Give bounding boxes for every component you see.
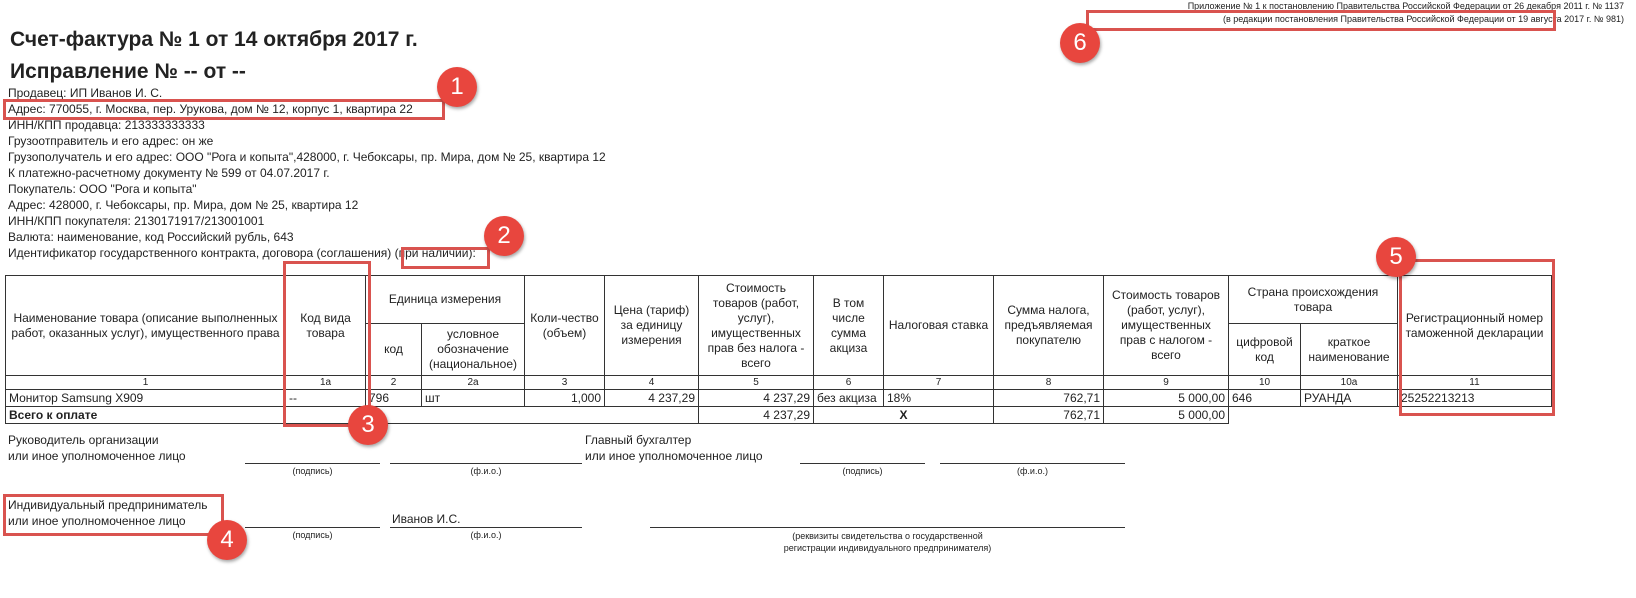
- row-cost-with-tax: 5 000,00: [1104, 390, 1229, 407]
- col-number: 5: [699, 376, 814, 390]
- row-qty: 1,000: [525, 390, 605, 407]
- total-row: [6, 407, 1552, 424]
- badge-5: 5: [1376, 237, 1416, 277]
- info-buyer-address: Адрес: 428000, г. Чебоксары, пр. Мира, дом № 25, квартира 12: [8, 198, 359, 212]
- col-number: 11: [1398, 376, 1552, 390]
- header-unit-symbol: условное обозначение (национальное): [422, 324, 525, 376]
- head-fio-line: [390, 463, 582, 464]
- col-number: 9: [1104, 376, 1229, 390]
- header-price: Цена (тариф) за единицу измерения: [605, 276, 699, 376]
- col-number: 2а: [422, 376, 525, 390]
- header-country-name: краткое наименование: [1301, 324, 1398, 376]
- info-shipper: Грузоотправитель и его адрес: он же: [8, 134, 214, 148]
- row-kind-code: --: [286, 390, 366, 407]
- info-consignee: Грузополучатель и его адрес: ООО "Рога и копыта",428000, г. Чебоксары, пр. Мира, дом № 25, квартира 12: [8, 150, 606, 164]
- info-buyer: Покупатель: ООО "Рога и копыта": [8, 182, 197, 196]
- badge-4: 4: [207, 520, 247, 560]
- accountant-fio-caption: (ф.и.о.): [1017, 466, 1048, 476]
- accountant-label-line2: или иное уполномоченное лицо: [585, 449, 763, 463]
- header-unit-code: код: [366, 324, 422, 376]
- accountant-sign-line: [800, 463, 925, 464]
- row-tax-rate: 18%: [884, 390, 994, 407]
- highlight-box-5: [1399, 259, 1555, 416]
- col-number: 3: [525, 376, 605, 390]
- appendix-line-2: (в редакции постановления Правительства Российской Федерации от 19 августа 2017 г. № 981): [1222, 14, 1624, 24]
- col-number: 4: [605, 376, 699, 390]
- info-seller: Продавец: ИП Иванов И. С.: [8, 86, 163, 100]
- head-fio-caption: (ф.и.о.): [470, 466, 502, 476]
- badge-2: 2: [484, 216, 524, 256]
- info-payment-doc: К платежно-расчетному документу № 599 от 04.07.2017 г.: [8, 166, 330, 180]
- col-number: 10: [1229, 376, 1301, 390]
- ip-sign-line: [245, 527, 380, 528]
- row-unit-code: 796: [366, 390, 422, 407]
- head-sign-caption: (подпись): [292, 466, 333, 476]
- ip-label-line2: или иное уполномоченное лицо: [8, 514, 186, 528]
- badge-3: 3: [348, 405, 388, 445]
- row-country-name: РУАНДА: [1301, 390, 1398, 407]
- accountant-fio-line: [940, 463, 1125, 464]
- header-customs: Регистрационный номер таможенной декларации: [1398, 276, 1552, 376]
- appendix-line-1: Приложение № 1 к постановлению Правительства Российской Федерации от 26 декабря 2011 г. № 1137: [1187, 1, 1624, 11]
- col-number: 10а: [1301, 376, 1398, 390]
- info-seller-inn: ИНН/КПП продавца: 213333333333: [8, 118, 205, 132]
- row-excise: без акциза: [814, 390, 884, 407]
- head-label-line1: Руководитель организации: [8, 433, 159, 447]
- total-cost-with-tax: 5 000,00: [1104, 407, 1229, 424]
- ip-name: Иванов И.С.: [392, 512, 461, 526]
- header-tax-sum: Сумма налога, предъявляемая покупателю: [994, 276, 1104, 376]
- accountant-label-line1: Главный бухгалтер: [585, 433, 692, 447]
- accountant-sign-caption: (подпись): [842, 466, 883, 476]
- info-currency: Валюта: наименование, код Российский рубль, 643: [8, 230, 294, 244]
- requisites-caption-line2: регистрации индивидуального предпринимателя): [783, 543, 992, 553]
- total-cost-no-tax: 4 237,29: [699, 407, 814, 424]
- total-label: Всего к оплате: [6, 407, 699, 424]
- header-cost-with-tax: Стоимость товаров (работ, услуг), имущественных прав с налогом - всего: [1104, 276, 1229, 376]
- invoice-title: Счет-фактура № 1 от 14 октября 2017 г.: [10, 28, 418, 51]
- highlight-box-4: [3, 494, 224, 536]
- ip-label-line1: Индивидуальный предприниматель: [8, 498, 208, 512]
- row-tax-sum: 762,71: [994, 390, 1104, 407]
- col-number: 8: [994, 376, 1104, 390]
- header-country: Страна происхождения товара: [1229, 276, 1398, 324]
- ip-fio-line: [390, 527, 582, 528]
- highlight-box-1: [3, 99, 445, 120]
- header-cost-no-tax: Стоимость товаров (работ, услуг), имущественных прав без налога - всего: [699, 276, 814, 376]
- head-label-line2: или иное уполномоченное лицо: [8, 449, 186, 463]
- header-excise: В том числе сумма акциза: [814, 276, 884, 376]
- total-tax-sum: 762,71: [994, 407, 1104, 424]
- info-contract-id: Идентификатор государственного контракта, договора (соглашения) (при наличии):: [8, 246, 476, 260]
- ip-fio-caption: (ф.и.о.): [470, 530, 502, 540]
- header-unit: Единица измерения: [366, 276, 525, 324]
- accountant-signature-label: [585, 432, 763, 464]
- highlight-box-3: [283, 261, 371, 427]
- head-signature-label: [8, 432, 186, 464]
- row-name: Монитор Samsung X909: [6, 390, 286, 407]
- row-cost-no-tax: 4 237,29: [699, 390, 814, 407]
- row-customs: 25252213213: [1398, 390, 1552, 407]
- row-country-code: 646: [1229, 390, 1301, 407]
- header-tax-rate: Налоговая ставка: [884, 276, 994, 376]
- col-number: 1: [6, 376, 286, 390]
- row-unit-symbol: шт: [422, 390, 525, 407]
- head-sign-line: [245, 463, 380, 464]
- ip-sign-caption: (подпись): [292, 530, 333, 540]
- header-qty: Коли-чество (объем): [525, 276, 605, 376]
- total-x-mark: Х: [814, 407, 994, 424]
- correction-title: Исправление № -- от --: [10, 60, 246, 83]
- badge-6: 6: [1060, 23, 1100, 63]
- info-buyer-inn: ИНН/КПП покупателя: 2130171917/213001001: [8, 214, 265, 228]
- header-kind-code: Код вида товара: [286, 276, 366, 376]
- info-seller-address: Адрес: 770055, г. Москва, пер. Урукова, дом № 12, корпус 1, квартира 22: [8, 102, 413, 116]
- invoice-table: [5, 275, 1552, 424]
- col-number: 1а: [286, 376, 366, 390]
- highlight-box-2: [401, 247, 490, 269]
- col-number: 7: [884, 376, 994, 390]
- header-name: Наименование товара (описание выполненных работ, оказанных услуг), имущественного права: [6, 276, 286, 376]
- header-country-code: цифровой код: [1229, 324, 1301, 376]
- highlight-box-6: [1086, 10, 1556, 31]
- ip-requisites-caption: [650, 530, 1125, 554]
- requisites-caption-line1: (реквизиты свидетельства о государственной: [792, 531, 983, 541]
- ip-requisites-line: [650, 527, 1125, 528]
- col-number: 2: [366, 376, 422, 390]
- column-numbers-row: [6, 376, 1552, 390]
- row-price: 4 237,29: [605, 390, 699, 407]
- col-number: 6: [814, 376, 884, 390]
- table-row: [6, 390, 1552, 407]
- badge-1: 1: [437, 67, 477, 107]
